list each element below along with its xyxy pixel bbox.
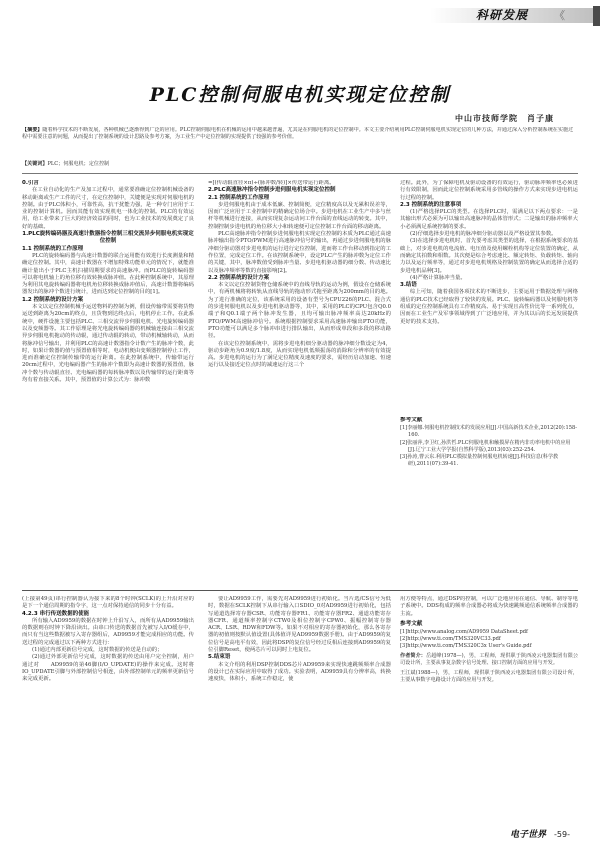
reference-item: [2]http://www.ti.com/TMS320VC33.pdf [400, 636, 501, 643]
reference-item: [3]孙涛,曹云东.利用PLC模拟量控制伺服电机转速[J].科技信息(科学教研),2011(07):39-41. [400, 454, 559, 467]
paragraph: 本文以定位控制货物仓储系统中的直线导轨的运动为例，假设在仓储系统中，有两机械将将转轨从直线导轨的拖动形式拖至距离为200mm的目的地。为了进行准确的定位，该系统采用的设备有型号为CPU226的PLC、混合式的步进伺服电机以及步进电机驱动器等，其中，采用的PLC的CPU包含Q0.0端子和Q0.1端子两个脉冲发生器，且均可输出脉冲频率高达20kHz的PTO/PWM高速脉冲信号。系统根据控制要求采用高速脉冲输出PTO功能，PTO功能可以满足多个脉冲串进行排队输出，从而形成单段和多段的移动路径。 [208, 282, 391, 340]
journal-name: 电子世界 [510, 830, 547, 840]
column-left [22, 180, 194, 585]
paragraph: 在该定位控制系统中，需将步进电机细分驱动器的脉冲细分数设定为4，驱动步距角为0.9度/1.8度，从而实现电机低频振荡的消除和分辨率的有效提高。步进电机的运行为了满足定位精度及速度的要求，需经历启动加速、恒速运行以及接近定位点时的减速运行这三个 [208, 340, 391, 369]
article-author: 中山市技师学院 肖子康 [455, 114, 554, 123]
author-bio: 王江斌(1988—)，男，工程师，现供职于陕西凌云电器集团有限公司设计所，主要从事数字电路设计方面的应用与开发。 [400, 670, 578, 684]
column-right [400, 180, 578, 415]
paragraph: 步进伺服电机由于成本低廉、控制简便，定位精度高以及无累积误差等，因而广泛应用于工业控制中的精确定位场合中。步进电机在工业生产中多与丝杆等机械进行连接，从而实现复杂运动问工作台面的直线运动的转变。其中，控制控制步进电机的角位移大小和转速便可定位控制工作台面的移动距离。 [208, 201, 391, 230]
section-heading: 3.结语 [400, 282, 417, 289]
paragraph: (1)严格选择PLC的类型。在选择PLC时，需满足以下两点要求：一是其输出形式必须为可以输出高速脉冲的晶体管形式；二是输出的脉冲频率大小必须满足系统控制的要求。 [400, 209, 578, 230]
subsection-heading: 4.2.3 串行传送数据的使能 [22, 610, 90, 617]
section-heading: 1.PLC旋转编码器及高速计数器指令控制三相交流异步伺服电机实现定位控制 [22, 231, 194, 245]
lower-column-left [22, 596, 194, 836]
paragraph: 综上可知，随着我国各项技术的不断进步，主要运用于数据处理与网络通信的PLC技术已经取得了较快的发展。PLC、旋转编码器以及伺服电机等组成的定位控制系统具有工作精度高、易于实现且高性价比等一系列优点，因而在工业生产及军事领域得到了广泛地应用，并为其以后的长远发展提供更好的技术支持。 [400, 289, 578, 325]
section-heading: 2.PLC高速脉冲指令控制步进伺服电机实现定位控制 [208, 187, 336, 194]
paragraph: (2)通过外部更新信号完成，这时数据的传送由用户完全控制，用户通过对 AD9959的第46脚(I/O_UPDATE)的操作来完成。这时将IO_UPDATE引脚与外部控制信号相连，由外部控制单元的频率更新信号来完成更新。 [22, 654, 194, 683]
paragraph: 过程。此外，为了保障电机及驱动设备的有效运行，驱动脉冲频率也必须进行有效限制，因而此定位控制系统采用多管线的操作方式来实现步进电机运行过程的控制。 [400, 180, 578, 201]
paragraph: (2)仔细选择步进电机的脉冲细分驱动器以及严格设置其参数。 [410, 231, 557, 238]
article-title: PLC控制伺服电机实现定位控制 [149, 84, 451, 106]
reference-item: [1]李丽娜.伺服电机控制技术的发展应用[J].中国高新技术企业,2012(20):158-160. [400, 425, 577, 438]
section-heading: 0.引言 [22, 180, 39, 186]
paragraph: PLC的旋转编码器与高速计数器的联合运用能有效进行长度测量和精确定位控制。其中，高速计数器在不增加特殊功能单元的情况下，就能准确计量出小于PLC主机扫描周期要求的高速脉冲。而PLC的旋转编码器可以将电机轴上的角位移有效转换成脉冲值。在此种控制系统中，其原理为利用其电旋转编码器将电机角位移转换成脉冲值后，高速计数器将编码器发出的脉冲个数进行统计，进而达到定位控制的目的[1]。 [22, 252, 194, 296]
page-number: -59- [554, 830, 570, 839]
author-bio [400, 653, 578, 667]
section-header [430, 6, 600, 26]
lower-column-right [400, 596, 578, 836]
section-heading: 5.结束语 [208, 654, 231, 661]
paragraph: (上接第49页)串行控制器认为接下来的8个时钟(SCLK)的上升沿对应的是下一个通信周期的指令字，这一点对保持通信的同步十分有益。 [22, 596, 194, 610]
section-header-bar [593, 6, 600, 26]
references [400, 417, 578, 557]
abstract [22, 127, 578, 157]
references-title: 参考文献 [400, 620, 423, 627]
abstract-divider [22, 173, 578, 174]
page-footer [510, 822, 570, 841]
paragraph: 所有输入AD9959的数据在时钟上升沿写入，而所有从AD9959输出的数据则在时钟下降沿读出。由串口传送的数据首先被写入I/O缓存中，而只有当这些数据被写入寄存器组后，AD9959才能完成相应的功能。传送过程的完成通过以下两种方式进行： [22, 617, 194, 646]
keywords-text: PLC；伺服电机；定位控制 [47, 161, 110, 167]
references-list [400, 629, 578, 650]
subsection-heading: 1.2 控制系统的设计方案 [22, 296, 84, 303]
section-marks: 《 [554, 9, 565, 22]
section-label: 科研发展 [476, 8, 529, 22]
lower-column-middle [208, 596, 391, 836]
column-middle [208, 180, 391, 585]
keywords-label: 【关键词】 [22, 161, 48, 167]
article-separator [22, 590, 578, 591]
paragraph: 要让AD9959工作，需要先对AD9959进行初始化。当片选/CS信号为低时，数据在SCLK控制下从串行输入口SDIO_0对AD9959进行初始化，包括写通道选择寄存器CSR、功能寄存器FR1、功能寄存器FR2、通道功能寄存器CFR、通道频率控制字CTW0及相位控制字CPW0、振幅控制寄存器ACR、LSR、RDW和FDW等。如果不对相应的寄存器初始化，那么各寄存器的初值则按默认值设置(具体值详见AD9959数据手册)。由于AD9959的复位信号是高电平有效，因此将DSP的复位信号经过反相后连接到AD9959的复位引脚Reset，使两芯片可以同时上电复位。 [208, 596, 391, 654]
paragraph: (1)通过内部更新信号完成，这时数据的传送是自动的； [32, 647, 163, 654]
abstract-label: 【摘要】 [22, 127, 43, 133]
author-bio-text: 岳超峰(1978—)，男，工程师，现供职于陕西凌云电器集团有限公司设计所，主要从事复杂数字信号处理、接口控制方面的应用与开发。 [400, 653, 578, 667]
references-title: 参考文献 [400, 417, 423, 423]
paragraph: 在工业自动化的生产及加工过程中，通常要准确定位控制机械设备的移动距离或生产工件的尺寸，在定位控制中，关键便是实现对伺服电机的控制。由于PLC体积小，可靠性高，抗干扰能力强，是一种专门应用于工业的控制计算机。因而其能有效实现机电一体化的控制。PLC的有效运用，给工业带来了巨大的经济效益的同时，也为工业技术的发展奠定了良好的基础。 [22, 187, 194, 230]
paragraph: (4)严格计算脉冲当量。 [410, 274, 466, 281]
paragraph: PLC高速脉冲指令控制步进伺服电机实现定位控制的本质为PLC通过高速脉冲输出指令PTO/PWM进行高速脉冲信号的输出，再通过步进伺服电机的脉冲细分驱动器对步进电机的运行进行定位控制，进而将工作台移动到指定的工作位置，完成定位工作。在该控制系统中，设定PLC产生的脉冲数为定位工作的关键，其中，脉冲数值受到脉冲当量、步进电机驱动器的细分数、传动速比以及脉冲频率等数的直接影响[2]。 [208, 231, 391, 274]
keywords [22, 161, 578, 168]
reference-item: [3]http://www.ti.com/TMS320C3x User's Guide.pdf [400, 643, 532, 650]
author-bio-label: 作者简介： [400, 653, 426, 660]
paragraph: 本文以定位控制机械手运送物料的控制为例，假设传输带需要将货物运送到距离为20cm的终点，且货物到达终点后，电机停止工作。在此系统中，硬件设施主要包括PLC、三相交流异步伺服电机、光电旋转编码器以及变频器等。其工作原理是将光电旋转编码器的机械轴连接由三相交流异步伺服电机拖动的传动辊，通过传动辊的转动，带动机械轴转动，从而将脉冲信号输出，并利用PLC的高速计数器指令计数产生的脉冲个数，此时，如果计数器的值与预置值相等时，电动机便由变频器控制停止工作，进而准确定位控制传输带的运行距离。在此控制系统中，传输带运行20cm过程中，光电编码器产生的脉冲个数即为高速计数器的预置值，脉冲个数与传动辊直径、光电编码器的每转脉冲数以及传输带的运行距离等均有着直接关系。其中，预置值的计算公式为：脉冲数 [22, 304, 194, 384]
subsection-heading: 2.2 控制系统的设计方案 [208, 274, 270, 281]
reference-item: [2]张丽萍,李卫红,孙洪哲.PLC伺服电机和触摸屏在精内非功率电机中的应用[J].辽宁工业大学学报(自然科学版),2013(03):252-254. [400, 439, 571, 453]
subsection-heading: 2.1 控制系统的工作原理 [208, 194, 270, 201]
paragraph: 本文介绍的利用DSP控制DDS芯片AD9959来实现快速跳频频率合成器的设计已在实际应用中取得了成功。实验表明，AD9959具有分辨率高，转换速度快，体积小，系统工作稳定，使 [208, 661, 391, 683]
subsection-heading: 1.1 控制系统的工作原理 [22, 245, 84, 252]
paragraph: 用方便等特点，通过DSP的控制，可以广泛地应用在通信、导航、制导等电子系统中。DDS构成的频率合成器必将成为快速跳频通信系统频率合成器的主流。 [400, 596, 578, 617]
abstract-text: 随着科学技术的不断发展，各种机械已逐渐得到广泛的应用。PLC控制伺服电机在机械的运用中越来越普遍，尤其是在伺服电机的定位控制中。本文主要介绍利用PLC控制伺服电机实现定位的几种方法，并通过深入分析控制系统在实施过程中需要注意的问题，从而提出了控制系统的设计思路及参考方案，为工业生产中定位控制的实现提供了较强的参考价值。 [22, 127, 574, 141]
reference-item: [1]http://www.analog.com/AD9959 DataSheet.pdf [400, 629, 528, 636]
subsection-heading: 2.3 控制系统的注意事项 [400, 201, 462, 208]
paragraph: =[(传动辊直径×π)÷(脉冲数/转)]×传送带运行距离。 [208, 180, 335, 186]
paragraph: (3)在选择步进电机时，首先要考虑其类型的选择，在根据系统要求的基础上，对步进电机的电流值、电压值及使用螺栓机构等定位装置的确定，从而确定其拍数和相数。其次便是综合考虑速比、额定转矩、负载转矩、轴向力以及运行频率等，通过对步进电机规格及控制装置的确定从而选择合适的步进电机品种[3]。 [400, 238, 578, 274]
